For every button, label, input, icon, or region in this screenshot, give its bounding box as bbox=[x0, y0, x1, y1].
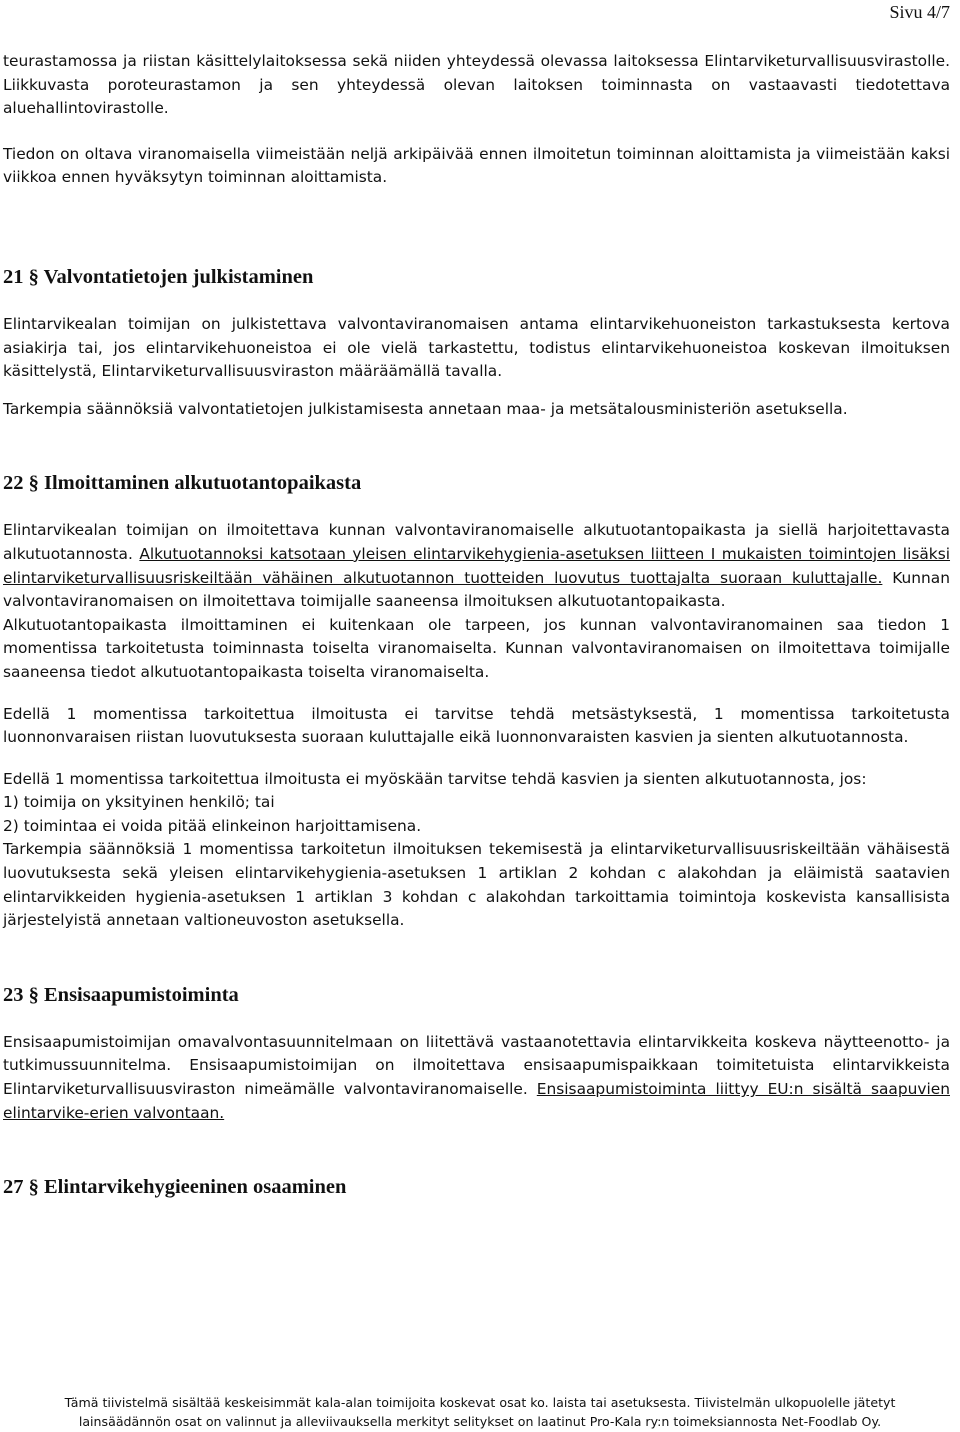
intro-paragraph-2: Tiedon on oltava viranomaisella viimeistään neljä arkipäivää ennen ilmoitetun toiminnan aloittamista ja viimeistään kaksi viikkoa ennen hyväksytyn toiminnan aloittamista. bbox=[3, 144, 950, 187]
section-22-paragraph-2: Alkutuotantopaikasta ilmoittaminen ei kuitenkaan ole tarpeen, jos kunnan valvontaviranomainen saa tiedon 1 momentissa tarkoitetusta toiminnasta toiselta viranomaiselta. Kunnan valvontaviranomaisen on ilmoitettava toimijalle saaneensa tiedot alkutuotantopaikasta toiselta viranomaiselta. bbox=[3, 615, 950, 681]
section-22-paragraph-5: Tarkempia säännöksiä 1 momentissa tarkoitetun ilmoituksen tekemisestä ja elintarviketurvallisuusriskeiltään vähäisestä luovutuksesta sekä yleisen elintarvikehygienia-asetuksen 1 artiklan 2 kohdan c alakohdan ja eläimistä saatavien elintarvikkeiden hygienia-asetuksen 1 artiklan 3 kohdan c alakohdan tarkoittamia toimintoja koskevista kansallisista järjestelyistä annetaan valtioneuvoston asetuksella. bbox=[3, 840, 950, 930]
section-22-paragraph-4: Edellä 1 momentissa tarkoitettua ilmoitusta ei myöskään tarvitse tehdä kasvien ja sienten alkutuotannosta, jos: bbox=[3, 769, 867, 788]
section-22-paragraph-1-end: Kunnan valvontaviranomaisen on ilmoitettava toimijalle saaneensa ilmoituksen alkutuotantopaikasta. bbox=[3, 568, 950, 611]
section-22-paragraph-1 bbox=[3, 519, 950, 613]
section-21-paragraph-1: Elintarvikealan toimijan on julkistettava valvontaviranomaisen antama elintarvikehuoneiston tarkastuksesta kertova asiakirja tai, jos elintarvikehuoneistoa ei ole vielä tarkastettu, todistus elintarvikehuoneistoa koskevan ilmoituksen käsittelystä, Elintarviketurvallisuusviraston määräämällä tavalla. bbox=[3, 314, 950, 381]
section-23-heading: 23 § Ensisaapumistoiminta bbox=[3, 983, 239, 1006]
section-23-paragraph-1-text: Ensisaapumistoimijan omavalvontasuunnitelmaan on liitettävä vastaanotettavia elintarvikkeita koskeva näytteenotto- ja tutkimussuunnitelma. Ensisaapumistoimijan on ilmoitettava ensisaapumispaikkaan toimitetuista elintarvikkeista Elintarviketurvallisuusviraston nimeämälle valvontaviranomaiselle. bbox=[3, 1032, 950, 1099]
section-23-paragraph-1 bbox=[3, 1031, 950, 1125]
footer-line-1: Tämä tiivistelmä sisältää keskeisimmät kala-alan toimijoita koskevat osat ko. laista tai asetuksesta. Tiivistelmän ulkopuolelle jätetyt bbox=[64, 1395, 896, 1410]
page-number: Sivu 4/7 bbox=[889, 2, 950, 22]
section-22-paragraph-3: Edellä 1 momentissa tarkoitettua ilmoitusta ei tarvitse tehdä metsästyksestä, 1 momentissa tarkoitetusta luonnonvaraisen riistan luovutuksesta suoraan kuluttajalle eikä luonnonvaraisten kasvien ja sienten alkutuotannosta. bbox=[3, 704, 950, 747]
section-22-heading: 22 § Ilmoittaminen alkutuotantopaikasta bbox=[3, 472, 362, 495]
section-22-list-item-1: 1) toimija on yksityinen henkilö; tai bbox=[3, 793, 275, 812]
section-22-paragraph-1-text: Elintarvikealan toimijan on ilmoitettava kunnan valvontaviranomaiselle alkutuotantopaikasta ja siellä harjoitettavasta alkutuotannosta. bbox=[3, 521, 950, 563]
intro-paragraph-1: teurastamossa ja riistan käsittelylaitoksessa sekä niiden yhteydessä olevassa laitoksessa Elintarviketurvallisuusvirastolle. Liikkuvasta poroteurastamon ja sen yhteydessä olevan laitoksen toiminnasta on vastaavasti tiedotettava aluehallintovirastolle. bbox=[3, 52, 950, 118]
footer-line-2: lainsäädännön osat on valinnut ja alleviivauksella merkityt selitykset on laatinut Pro-Kala ry:n toimeksiannosta Net-Foodlab Oy. bbox=[78, 1414, 882, 1429]
section-21-heading: 21 § Valvontatietojen julkistaminen bbox=[3, 265, 314, 288]
document-body bbox=[3, 50, 950, 1201]
section-22-list-item-2: 2) toimintaa ei voida pitää elinkeinon harjoittamisena. bbox=[3, 816, 422, 835]
section-27-heading: 27 § Elintarvikehygieeninen osaaminen bbox=[3, 1176, 347, 1199]
section-23-underlined-note: Ensisaapumistoiminta liittyy EU:n sisältä saapuvien elintarvike-erien valvontaan. bbox=[3, 1080, 950, 1122]
section-21-paragraph-2: Tarkempia säännöksiä valvontatietojen julkistamisesta annetaan maa- ja metsätalousministeriön asetuksella. bbox=[3, 399, 848, 418]
section-22-underlined-note: Alkutuotannoksi katsotaan yleisen elintarvikehygienia-asetuksen liitteen I mukaisten toimintojen lisäksi elintarviketurvallisuusriskeiltään vähäinen alkutuotannon tuotteiden luovutus tuottajalta suoraan kuluttajalle. bbox=[3, 544, 951, 587]
page-footer bbox=[0, 1393, 960, 1431]
